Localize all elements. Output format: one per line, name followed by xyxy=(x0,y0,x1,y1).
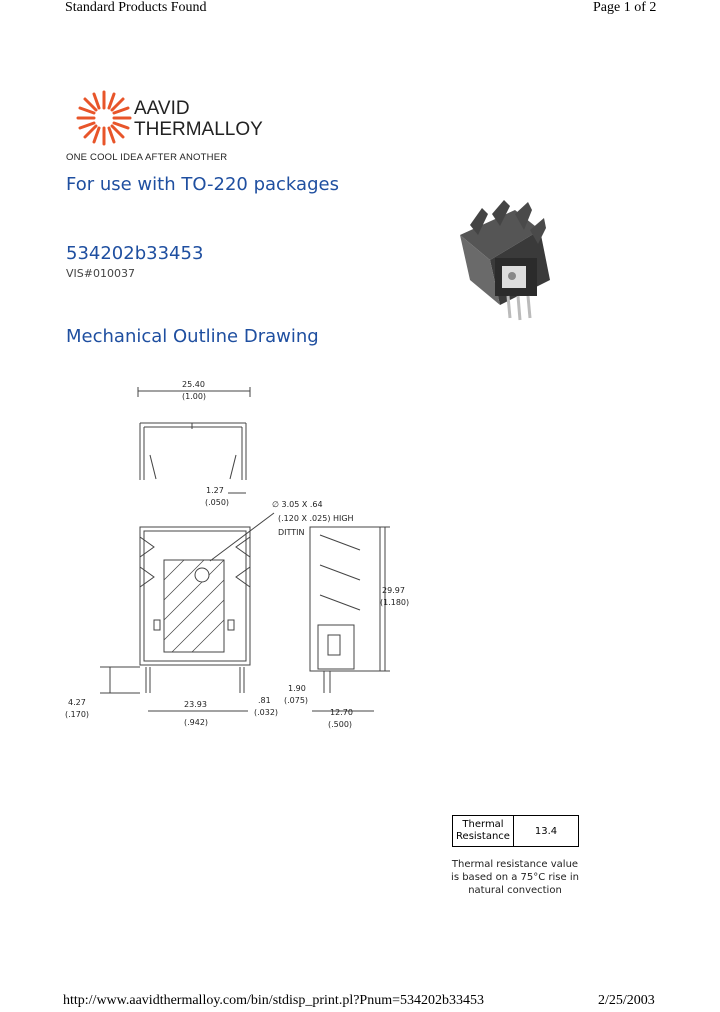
section-title: Mechanical Outline Drawing xyxy=(66,326,319,347)
dim-height-in: (1.180) xyxy=(380,598,410,607)
logo-line-2: THERMALLOY xyxy=(134,119,263,140)
thermal-label-cell xyxy=(453,816,514,847)
dim-top-mm: 25.40 xyxy=(182,380,205,389)
dim-hole-1: ∅ 3.05 X .64 xyxy=(272,500,323,509)
dim-depth-mm: 12.70 xyxy=(330,708,353,717)
company-logo xyxy=(66,88,266,166)
thermal-resistance-table xyxy=(452,815,579,847)
thermal-note xyxy=(440,858,590,897)
vis-number: VIS#010037 xyxy=(66,267,135,280)
dim-height-mm: 29.97 xyxy=(382,586,405,595)
logo-line-1: AAVID xyxy=(134,98,190,119)
starburst-logo-icon xyxy=(76,90,132,146)
part-number: 534202b33453 xyxy=(66,243,204,264)
dim-pin-mm: 4.27 xyxy=(68,698,86,707)
page-number: Page 1 of 2 xyxy=(593,0,657,15)
thermal-label-2: Resistance xyxy=(456,831,510,842)
dim-tab-mm: 1.27 xyxy=(206,486,224,495)
dim-pin-in: (.170) xyxy=(65,710,90,719)
footer-url[interactable]: http://www.aavidthermalloy.com/bin/stdisp_print.pl?Pnum=534202b33453 xyxy=(63,993,484,1008)
thermal-note-2: is based on a 75°C rise in xyxy=(451,872,579,883)
thermal-value: 13.4 xyxy=(514,816,579,847)
thermal-label-1: Thermal xyxy=(462,819,504,830)
footer-date: 2/25/2003 xyxy=(598,993,655,1008)
dim-width-mm: 23.93 xyxy=(184,700,207,709)
dim-side-in: (.075) xyxy=(284,696,309,705)
dim-hole-2: (.120 X .025) HIGH xyxy=(278,514,354,523)
dim-depth-in: (.500) xyxy=(328,720,353,729)
header-title: Standard Products Found xyxy=(65,0,207,15)
logo-tagline: ONE COOL IDEA AFTER ANOTHER xyxy=(66,152,228,163)
mechanical-outline-drawing xyxy=(60,375,410,735)
heatsink-product-image xyxy=(440,200,570,325)
thermal-note-3: natural convection xyxy=(468,885,562,896)
dim-gap-mm: .81 xyxy=(258,696,271,705)
dim-width-in: (.942) xyxy=(184,718,209,727)
dim-gap-in: (.032) xyxy=(254,708,279,717)
thermal-note-1: Thermal resistance value xyxy=(451,859,579,870)
dim-top-in: (1.00) xyxy=(182,392,207,401)
dim-side-mm: 1.90 xyxy=(288,684,306,693)
package-headline: For use with TO-220 packages xyxy=(66,174,339,195)
dim-tab-in: (.050) xyxy=(205,498,230,507)
dim-hole-3: DITTIN xyxy=(278,528,305,537)
